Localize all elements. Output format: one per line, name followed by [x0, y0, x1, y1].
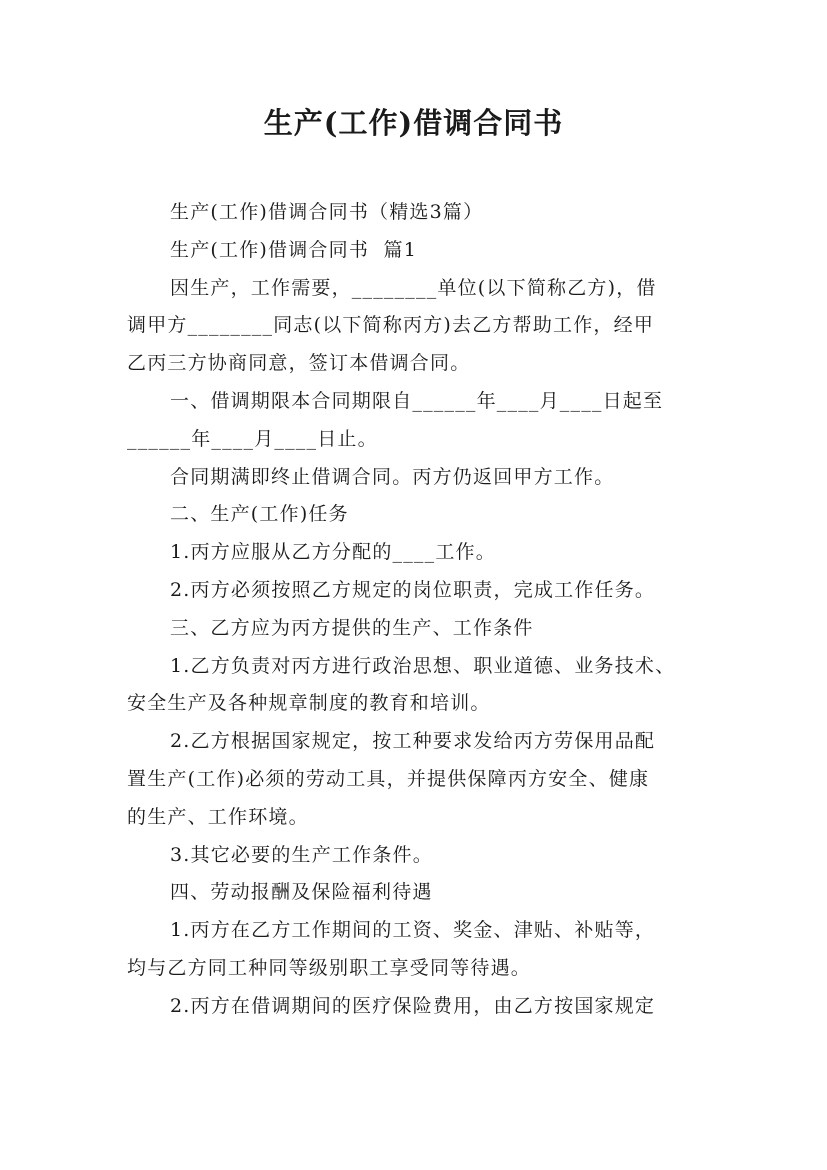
paragraph-line: 1.丙方在乙方工作期间的工资、奖金、津贴、补贴等， [170, 919, 656, 942]
paragraph-line: 合同期满即终止借调合同。丙方仍返回甲方工作。 [170, 465, 615, 488]
paragraph-line: 的生产、工作环境。 [127, 805, 309, 828]
paragraph-line: 2.丙方在借调期间的医疗保险费用，由乙方按国家规定 [170, 994, 656, 1017]
paragraph-line: 2.丙方必须按照乙方规定的岗位职责，完成工作任务。 [170, 578, 656, 601]
document-title: 生产(工作)借调合同书 [263, 106, 564, 140]
paragraph-line: 一、借调期限本合同期限自______年____月____日起至 [170, 389, 664, 412]
paragraph-line: 安全生产及各种规章制度的教育和培训。 [127, 692, 491, 715]
paragraph-line: 因生产，工作需要，________单位(以下简称乙方)，借 [170, 276, 657, 299]
paragraph-line: 1.乙方负责对丙方进行政治思想、职业道德、业务技术、 [170, 654, 676, 677]
paragraph-line: 乙丙三方协商同意，签订本借调合同。 [127, 352, 471, 375]
paragraph-line: 1.丙方应服从乙方分配的____工作。 [170, 541, 496, 564]
section-heading: 二、生产(工作)任务 [170, 503, 349, 526]
section-heading: 三、乙方应为丙方提供的生产、工作条件 [170, 616, 534, 639]
paragraph-line: 2.乙方根据国家规定，按工种要求发给丙方劳保用品配 [170, 730, 656, 753]
paragraph-line: 生产(工作)借调合同书 篇1 [170, 238, 417, 261]
document-body [127, 194, 707, 1026]
paragraph-line: ______年____月____日止。 [127, 427, 378, 450]
paragraph-line: 均与乙方同工种同等级别职工享受同等待遇。 [127, 956, 532, 979]
paragraph-line: 生产(工作)借调合同书（精选3篇） [170, 201, 484, 223]
section-heading: 四、劳动报酬及保险福利待遇 [170, 881, 433, 904]
paragraph-line: 置生产(工作)必须的劳动工具，并提供保障丙方安全、健康 [127, 767, 650, 790]
paragraph-line: 调甲方________同志(以下简称丙方)去乙方帮助工作，经甲 [127, 314, 655, 337]
paragraph-line: 3.其它必要的生产工作条件。 [170, 843, 433, 866]
